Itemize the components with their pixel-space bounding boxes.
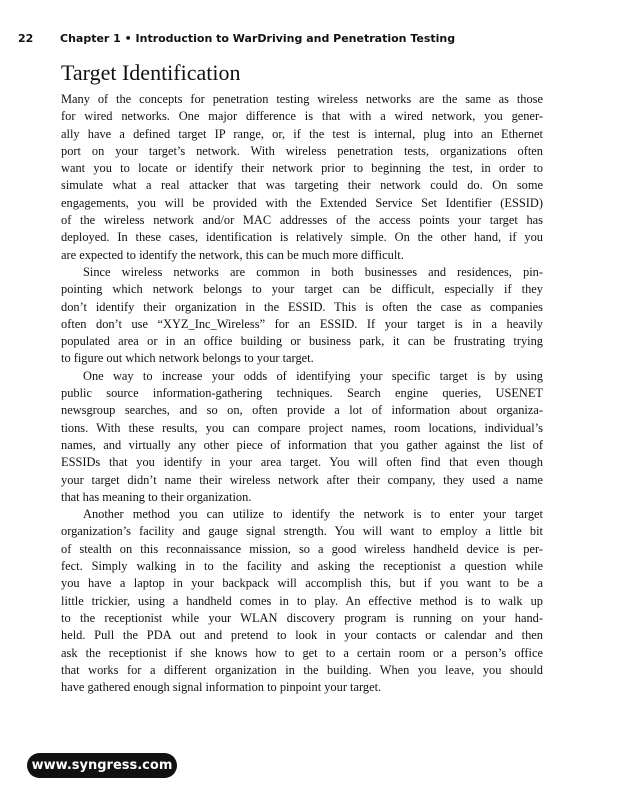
text-line: of the wireless network and/or MAC addresses of the access points your target has [61,213,543,228]
text-line: to the receptionist while your WLAN discovery program is running on your hand- [61,610,543,625]
text-line: deployed. In these cases, identification is relatively simple. On the other hand, if you [61,230,543,245]
text-line: organization’s facility and gauge signal strength. You will want to employ a little bit [61,524,543,539]
text-line: ally have a defined target IP range, or, if the test is internal, plug into an Ethernet [61,126,543,141]
text-line: port on your target’s network. With wireless penetration tests, organizations often [61,143,543,158]
text-line: your target didn’t name their wireless network after their company, they used a name [61,472,543,487]
text-line: have gathered enough signal information to pinpoint your target. [61,680,382,695]
text-line: don’t identify their organization in the ESSID. This is often the case as companies [61,299,543,314]
text-line: that works for a different organization in the building. When you leave, you should [61,662,543,677]
section-title: Target Identification [61,60,241,85]
text-line: are expected to identify the network, this can be much more difficult. [61,247,404,262]
text-line: ESSIDs that you identify in your area target. You will often find that even though [61,455,543,470]
text-line: ask the receptionist if she knows how to get to a certain room or a person’s office [61,645,543,660]
text-line: Another method you can utilize to identify the network is to enter your target [83,507,543,522]
text-line: One way to increase your odds of identifying your specific target is by using [83,368,543,383]
text-line: Since wireless networks are common in both businesses and residences, pin- [83,264,543,279]
text-line: newsgroup searches, and so on, often provide a lot of information about organiza- [61,403,543,418]
chapter-title: Chapter 1 • Introduction to WarDriving and Penetration Testing [60,32,456,45]
page-number: 22 [18,32,34,45]
text-line: simulate what a real attacker that was targeting their network could do. On some [61,178,543,193]
publisher-url-badge[interactable]: www.syngress.com [27,753,177,778]
text-line: Many of the concepts for penetration testing wireless networks are the same as those [61,92,543,106]
running-head [18,32,598,45]
text-line: of stealth on this reconnaissance mission, so a good wireless handheld device is per- [61,541,543,556]
text-line: fect. Simply walking in to the facility and asking the receptionist a question while [61,559,543,574]
text-line: want you to locate or identify their network prior to beginning the test, in order to [61,161,543,176]
text-line: held. Pull the PDA out and pretend to look in your contacts or calendar and then [61,628,543,643]
text-line: populated area or in an office building or business park, it can be frustrating trying [61,334,543,349]
text-line: for wired networks. One major difference is that with a wired network, you gener- [61,109,543,124]
text-line: often don’t use “XYZ_Inc_Wireless” for an ESSID. If your target is in a heavily [61,316,543,331]
text-line: pointing which network belongs to your target can be difficult, especially if they [61,282,543,297]
body-text [61,91,543,696]
text-line: to figure out which network belongs to your target. [61,351,314,366]
text-line: you have a laptop in your backpack will accomplish this, but if you want to be a [61,576,543,591]
text-line: tions. With these results, you can compare project names, room locations, individual’s [61,420,543,435]
text-line: public source information-gathering techniques. Search engine queries, USENET [61,386,543,401]
text-line: engagements, you will be provided with the Extended Service Set Identifier (ESSID) [61,195,543,210]
text-line: little trickier, using a handheld comes in to play. An effective method is to walk up [61,593,543,608]
text-line: names, and virtually any other piece of information that you gather against the list of [61,437,543,452]
text-line: that has meaning to their organization. [61,489,252,504]
